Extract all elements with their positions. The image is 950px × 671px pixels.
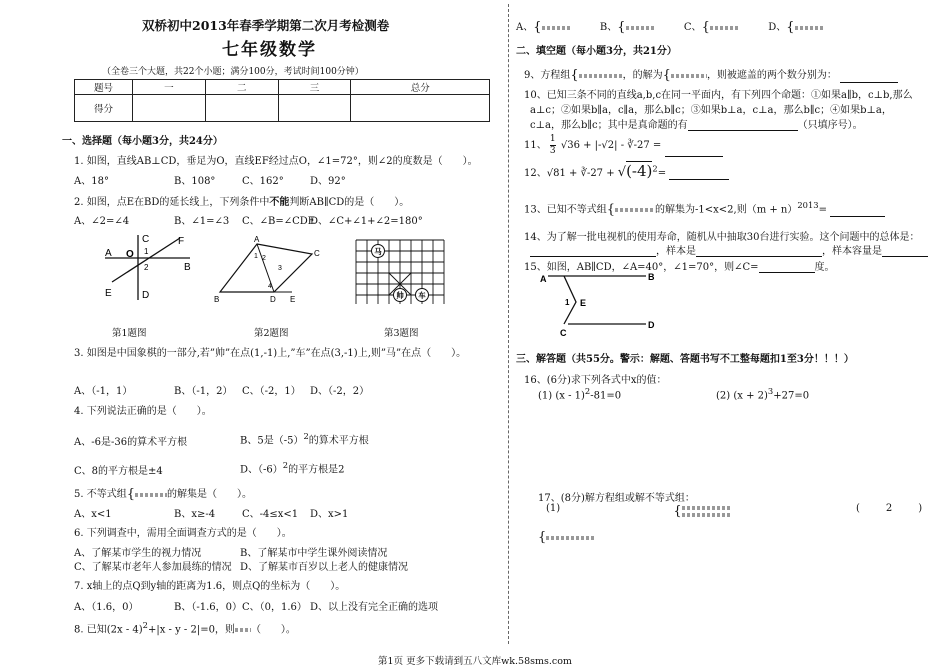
q11-fraction: $\frac{1}{3}$ — [549, 134, 556, 156]
figure-3-caption: 第3题图 — [384, 328, 419, 339]
q4-option-b[interactable]: B、5是$(-5)^2$的算术平方根 — [240, 431, 369, 447]
horse-piece — [372, 245, 385, 258]
q8-option-c[interactable]: C、{ — [684, 22, 740, 33]
svg-text:帅: 帅 — [396, 291, 404, 300]
q3-option-a[interactable]: A、（-1，1） — [74, 386, 133, 397]
score-cell[interactable] — [351, 95, 490, 122]
score-table — [74, 79, 490, 122]
q7-option-d[interactable]: D、以上没有完全正确的选项 — [310, 602, 439, 613]
q15-text: 15、如图，AB∥CD，∠A=40°，∠1=70°，则∠C= 度。 — [524, 262, 835, 273]
score-cell[interactable] — [133, 95, 206, 122]
q3-option-c[interactable]: C、（-2，1） — [242, 386, 301, 397]
score-row-label: 得分 — [75, 95, 133, 122]
fig2-label-e: E — [290, 295, 296, 304]
figure-3 — [346, 236, 456, 304]
section-3-title: 三、解答题（共55分。警示：解题、答题书写不工整每题扣1至3分！！！） — [516, 354, 854, 365]
q7-option-a[interactable]: A、（1.6，0） — [74, 602, 139, 613]
q4-stem: 4. 下列说法正确的是（ ）。 — [74, 406, 212, 417]
fig1-label-a: A — [105, 248, 112, 259]
subject-title: 七年级数学 — [222, 40, 317, 60]
score-cell[interactable] — [278, 95, 351, 122]
fig15-label-a: A — [540, 274, 547, 284]
q4-option-d[interactable]: D、$(-6)^2$的平方根是2 — [240, 460, 345, 476]
q2-option-a[interactable]: A、∠2=∠4 — [74, 216, 130, 227]
q16-stem: 16、(6分)求下列各式中x的值： — [524, 375, 667, 386]
q3-stem: 3. 如图是中国象棋的一部分,若”帅”在点(1,-1)上,”车”在点(3,-1)上,则”马”在点（ ）。 — [74, 348, 467, 359]
fig2-label-b: B — [214, 295, 220, 304]
q4-option-c[interactable]: C、8的平方根是±4 — [74, 466, 163, 477]
fig1-label-d: D — [142, 290, 150, 301]
q17-part-1: (1) { — [546, 503, 730, 520]
score-header: 二 — [205, 80, 278, 95]
q6-option-d[interactable]: D、了解某市百岁以上老人的健康情况 — [240, 562, 409, 573]
section-2-title: 二、填空题（每小题3分，共21分） — [516, 46, 677, 57]
score-cell[interactable] — [205, 95, 278, 122]
q1-option-b[interactable]: B、108° — [174, 176, 216, 187]
svg-text:马: 马 — [374, 247, 382, 256]
q2-option-d[interactable]: D、∠C+∠1+∠2=180° — [310, 216, 423, 227]
q8-stem: 8. 已知(2x - 4)$^2$+|x - y - 2|=0，则 （ ）。 — [74, 620, 296, 636]
fig1-label-e: E — [105, 288, 112, 299]
chariot-piece — [416, 289, 429, 302]
q16-part-2: (2) $(x + 2)^3+27=0$ — [716, 386, 810, 402]
q1-option-c[interactable]: C、162° — [242, 176, 284, 187]
q10-line-3: c⊥a，那么b∥c；其中是真命题的有 （只填序号）。 — [530, 120, 863, 131]
score-header: 总分 — [351, 80, 490, 95]
fig2-angle-4: 4 — [268, 283, 272, 290]
q11-text: 11、 $\frac{1}{3}$ √36 + |-√2| - ∛-27 = — [524, 134, 723, 157]
q14-size-blank[interactable] — [882, 246, 928, 257]
score-header: 一 — [133, 80, 206, 95]
fig1-angle-2: 2 — [144, 263, 149, 272]
fig2-angle-2: 2 — [262, 255, 266, 262]
fig15-angle-1: 1 — [565, 298, 570, 307]
fig1-label-c: C — [142, 234, 150, 245]
fig1-angle-1: 1 — [144, 247, 149, 256]
blurred-expression — [235, 628, 251, 632]
fig1-label-b: B — [184, 262, 191, 273]
section-1-title: 一、选择题（每小题3分，共24分） — [62, 136, 223, 147]
figure-15 — [536, 268, 666, 340]
q7-option-c[interactable]: C、（0，1.6） — [242, 602, 307, 613]
column-divider — [508, 4, 509, 644]
q12-text: 12、√81 + ∛-27 + $√(-4)^2=$ — [524, 162, 729, 180]
q5-option-c[interactable]: C、-4≤x<1 — [242, 509, 299, 520]
q2-option-b[interactable]: B、∠1=∠3 — [174, 216, 230, 227]
general-piece — [394, 289, 407, 302]
q17-part-2: ( 2 ) — [856, 503, 923, 514]
q11-answer-blank[interactable] — [665, 146, 723, 157]
fig15-label-b: B — [648, 272, 655, 282]
fig2-label-d: D — [270, 295, 276, 304]
fig1-label-f: F — [178, 236, 185, 247]
q6-option-b[interactable]: B、了解某市中学生课外阅读情况 — [240, 548, 388, 559]
fig2-label-a: A — [254, 236, 260, 244]
q9-answer-blank[interactable] — [840, 72, 898, 83]
q7-option-b[interactable]: B、（-1.6，0） — [174, 602, 242, 613]
q7-stem: 7. x轴上的点Q到y轴的距离为1.6，则点Q的坐标为（ ）。 — [74, 581, 346, 592]
blurred-system — [135, 493, 167, 497]
q17-system-2: { — [538, 530, 594, 545]
q14-line-1: 14、为了解一批电视机的使用寿命，随机从中抽取30台进行实验。这个问题中的总体是： — [524, 232, 920, 243]
fig2-angle-1: 1 — [254, 253, 258, 260]
q3-option-d[interactable]: D、（-2，2） — [310, 386, 370, 397]
q5-option-b[interactable]: B、x≥-4 — [174, 509, 216, 520]
q6-stem: 6. 下列调查中，需用全面调查方式的是（ ）。 — [74, 528, 292, 539]
q10-line-1: 10、已知三条不同的直线a,b,c在同一平面内，有下列四个命题：①如果a∥b，c⊥b,那么 — [524, 90, 913, 101]
score-header: 题号 — [75, 80, 133, 95]
q8-option-a[interactable]: A、{ — [516, 22, 572, 33]
fig2-angle-3: 3 — [278, 265, 282, 272]
q10-line-2: a⊥c；②如果b∥a，c∥a，那么b∥c；③如果b⊥a，c⊥a，那么b∥c；④如果b⊥a， — [530, 105, 892, 116]
q10-answer-blank[interactable] — [688, 120, 798, 131]
q5-stem: 5. 不等式组{ 的解集是（ ）。 — [74, 487, 253, 502]
q8-option-d[interactable]: D、{ — [768, 22, 824, 33]
figure-2-caption: 第2题图 — [254, 328, 289, 339]
figure-2 — [212, 236, 322, 304]
q3-option-b[interactable]: B、（-1，2） — [174, 386, 233, 397]
q6-option-a[interactable]: A、了解某市学生的视力情况 — [74, 548, 202, 559]
q9-text: 9、方程组{ ，的解为{ ，则被遮盖的两个数分别为： — [524, 66, 898, 83]
q4-option-a[interactable]: A、-6是-36的算术平方根 — [74, 437, 188, 448]
fig15-label-c: C — [560, 328, 567, 338]
q16-part-1: (1) (x - 1)$^2$-81=0 — [538, 386, 622, 402]
q17-stem: 17、(8分)解方程组或解不等式组： — [538, 493, 695, 504]
figure-1 — [100, 230, 195, 305]
q13-answer-blank[interactable] — [830, 206, 885, 217]
q2-stem: 2. 如图，点E在BD的延长线上，下列条件中不能判断AB∥CD的是（ ）。 — [74, 197, 410, 208]
q14-population-blank[interactable] — [530, 246, 656, 257]
q1-option-a[interactable]: A、18° — [74, 176, 109, 187]
q12-answer-blank[interactable] — [669, 169, 729, 180]
q6-option-c[interactable]: C、了解某市老年人参加晨练的情况 — [74, 562, 232, 573]
q5-option-d[interactable]: D、x>1 — [310, 509, 349, 520]
fig1-label-o: O — [126, 249, 134, 260]
q17-system-1: { — [673, 503, 729, 520]
left-column — [62, 0, 500, 650]
svg-text:车: 车 — [418, 291, 426, 300]
q2-option-c[interactable]: C、∠B=∠CDE — [242, 216, 316, 227]
q8-options — [516, 18, 825, 35]
q5-option-a[interactable]: A、x<1 — [74, 509, 112, 520]
right-column — [516, 0, 926, 650]
score-header: 三 — [278, 80, 351, 95]
q1-option-d[interactable]: D、92° — [310, 176, 346, 187]
fig2-label-c: C — [314, 249, 320, 258]
exam-note: （全卷三个大题，共22个小题；满分100分，考试时间100分钟） — [102, 67, 364, 77]
q14-line-2: ，样本是 ，样本容量是 — [530, 242, 928, 257]
page-footer: 第1页 更多下载请到五八文库wk.58sms.com — [378, 656, 572, 667]
q1-stem: 1. 如图，直线AB⊥CD，垂足为O，直线EF经过点O，∠1=72°，则∠2的度数是（ ）。 — [74, 156, 478, 167]
figure-1-caption: 第1题图 — [112, 328, 147, 339]
fig15-label-d: D — [648, 320, 655, 330]
q15-answer-blank[interactable] — [759, 262, 815, 273]
q14-sample-blank[interactable] — [696, 246, 822, 257]
q13-text: 13、已知不等式组{ 的解集为-1<x<2,则$(m + n)^{2013}=$ — [524, 200, 885, 217]
q8-option-b[interactable]: B、{ — [600, 22, 656, 33]
exam-title: 双桥初中2013年春季学期第二次月考检测卷 — [142, 18, 390, 33]
fig15-label-e: E — [580, 298, 587, 308]
